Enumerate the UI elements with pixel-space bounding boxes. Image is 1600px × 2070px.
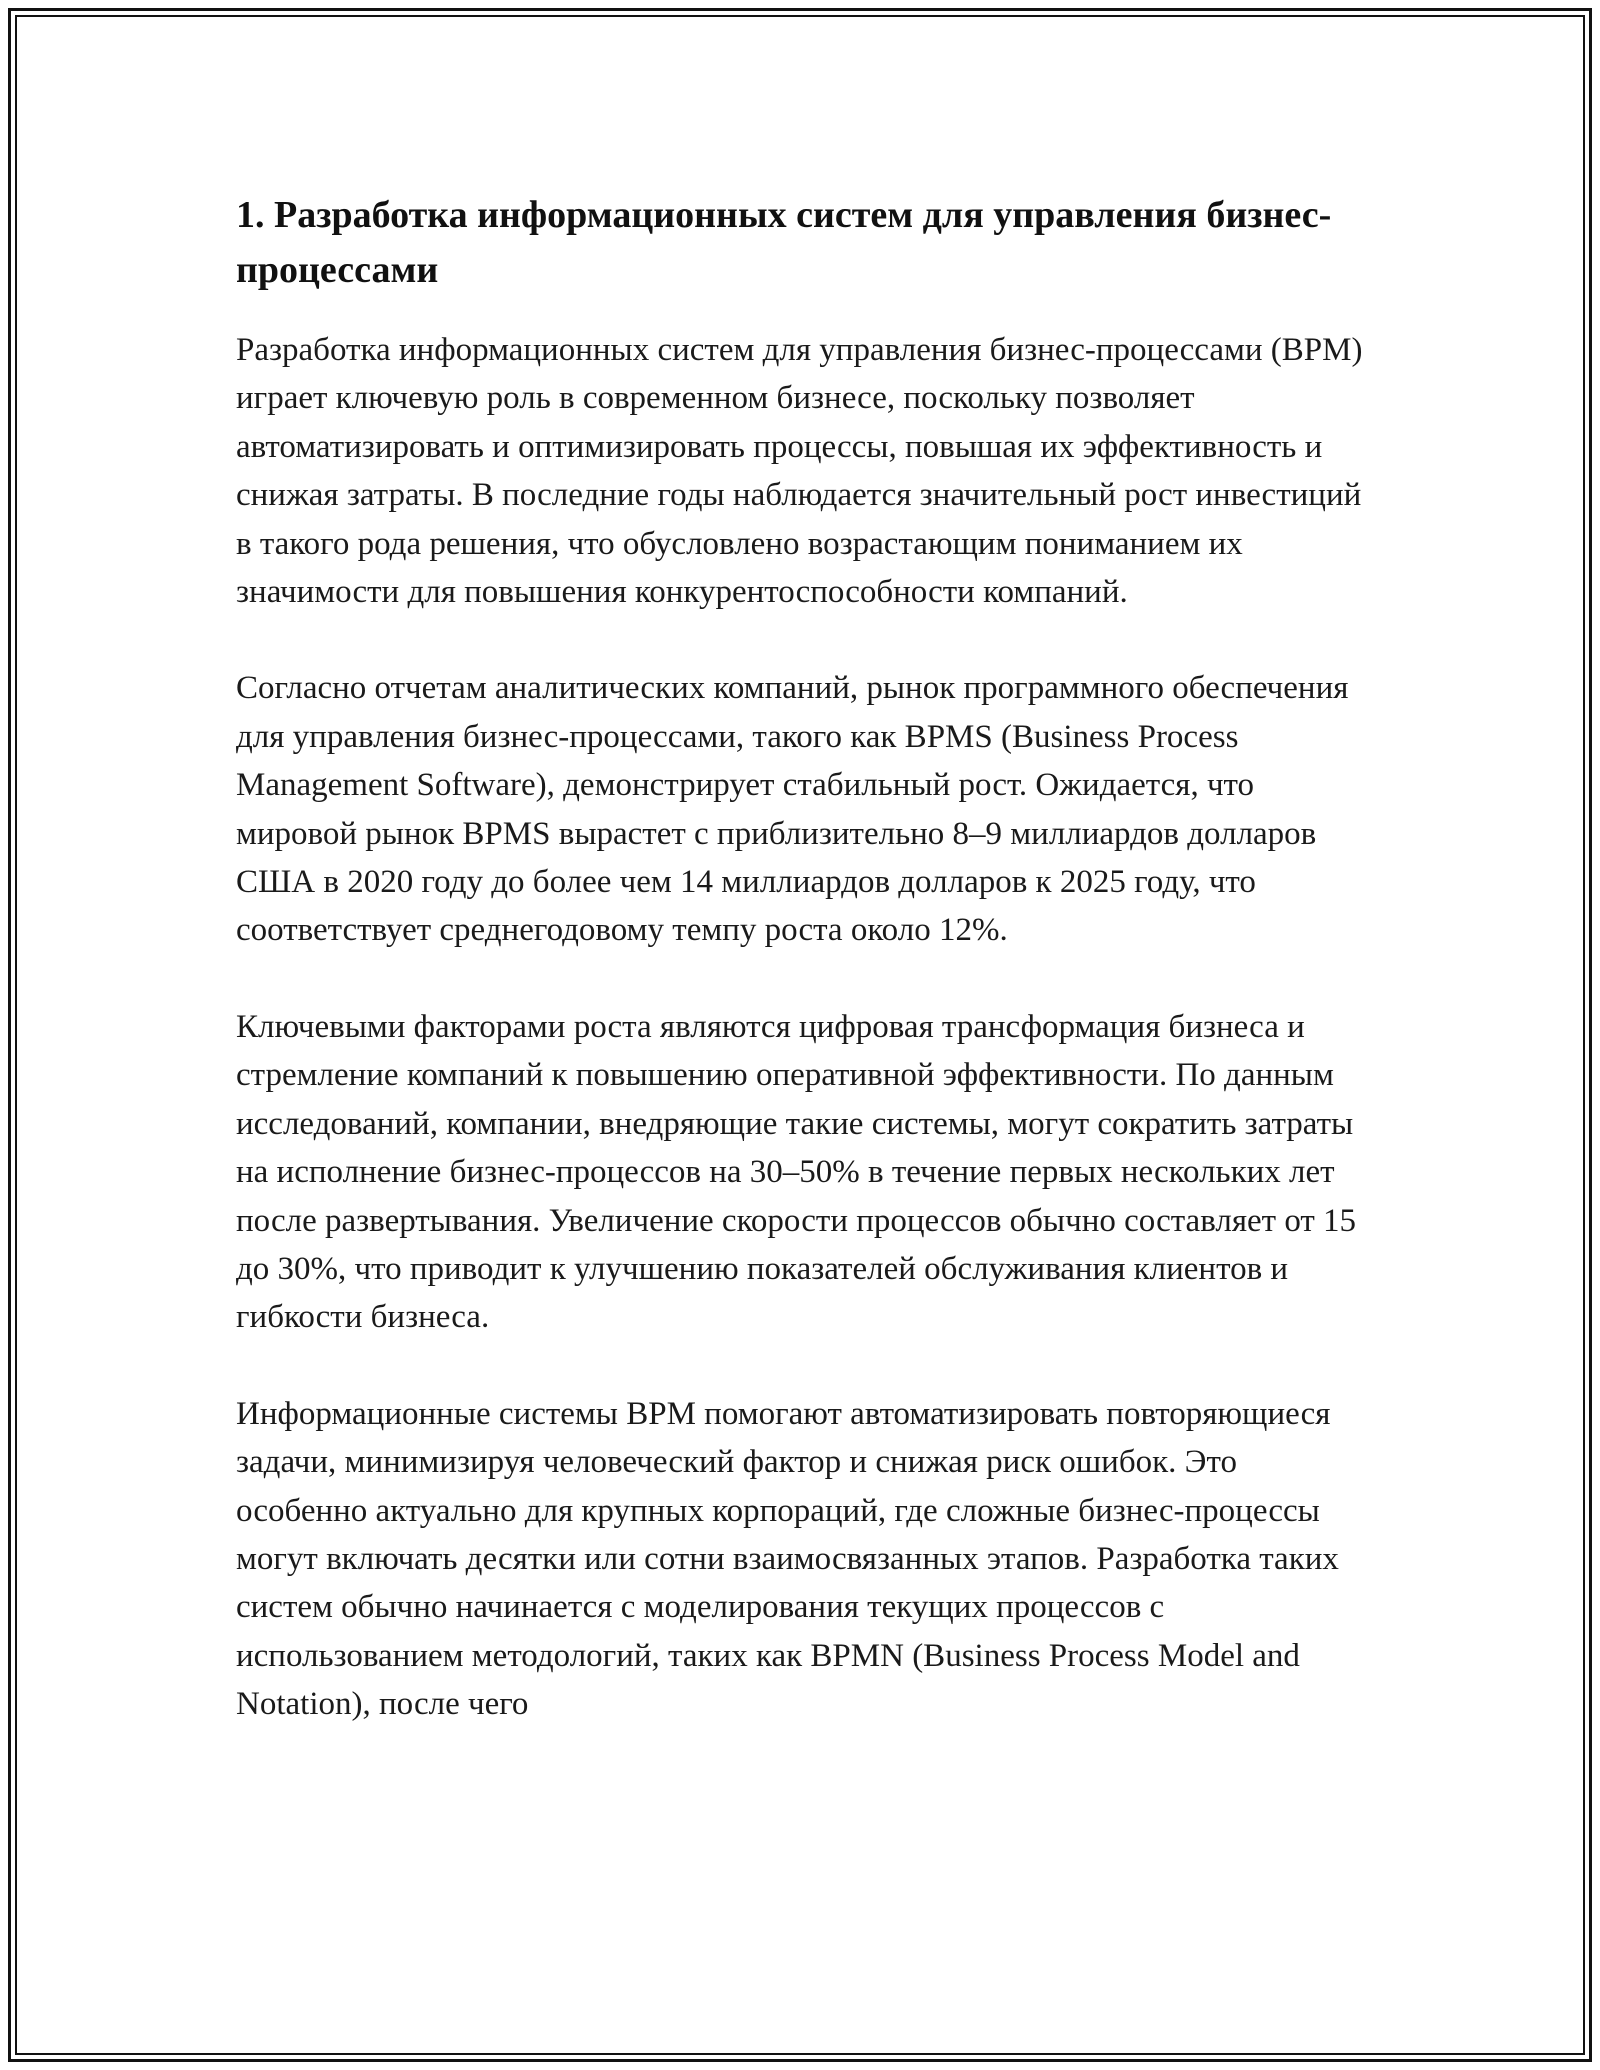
paragraph-bpms-market: Согласно отчетам аналитических компаний, рынок программного обеспечения для управления бизнес-процессами, такого как BPMS (Business Process Management Software), демонстрирует стабильный рост. Ожидается, что мировой рынок BPMS вырастет с приблизительно 8–9 миллиардов долларов США в 2020 году до более чем 14 миллиардов долларов к 2025 году, что соответствует среднегодовому темпу роста около 12%. — [236, 670, 1349, 949]
paragraph-growth-factors: Ключевыми факторами роста являются цифровая трансформация бизнеса и стремление компаний к повышению оперативной эффективности. По данным исследований, компании, внедряющие такие системы, могут сократить затраты на исполнение бизнес-процессов на 30–50% в течение первых нескольких лет после развертывания. Увеличение скорости процессов обычно составляет от 15 до 30%, что приводит к улучшению показателей обслуживания клиентов и гибкости бизнеса. — [236, 1008, 1357, 1336]
section-title: 1. Разработка информационных систем для управления бизнес-процессами — [236, 194, 1332, 291]
paragraph-bpm-role: Разработка информационных систем для управления бизнес-процессами (BPM) играет ключевую роль в современном бизнесе, поскольку позволяет автоматизировать и оптимизировать процессы, повышая их эффективность и снижая затраты. В последние годы наблюдается значительный рост инвестиций в такого рода решения, что обусловлено возрастающим пониманием их значимости для повышения конкурентоспособности компаний. — [236, 332, 1363, 611]
document-body — [236, 188, 1376, 1729]
paragraph-bpm-automation: Информационные системы BPM помогают автоматизировать повторяющиеся задачи, минимизируя человеческий фактор и снижая риск ошибок. Это особенно актуально для крупных корпораций, где сложные бизнес-процессы могут включать десятки или сотни взаимосвязанных этапов. Разработка таких систем обычно начинается с моделирования текущих процессов с использованием методологий, таких как BPMN (Business Process Model and Notation), после чего — [236, 1395, 1339, 1723]
